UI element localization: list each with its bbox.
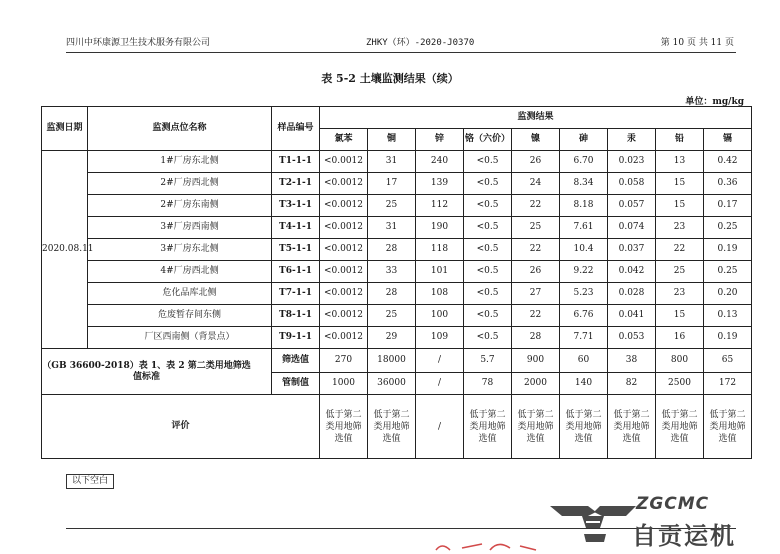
blank-below-note: 以下空白 bbox=[66, 474, 114, 489]
monitoring-point: 2#厂房东南侧 bbox=[88, 195, 272, 217]
col-results-header: 监测结果 bbox=[320, 107, 752, 129]
result-cell: <0.0012 bbox=[320, 327, 368, 349]
result-cell: 0.037 bbox=[608, 239, 656, 261]
table-row bbox=[42, 195, 752, 217]
result-cell: 6.70 bbox=[560, 151, 608, 173]
evaluation-value: 低于第二类用地筛选值 bbox=[704, 395, 752, 459]
result-cell: 6.76 bbox=[560, 305, 608, 327]
result-cell: <0.0012 bbox=[320, 195, 368, 217]
watermark-logo bbox=[548, 494, 758, 548]
result-cell: 0.058 bbox=[608, 173, 656, 195]
result-cell: 8.18 bbox=[560, 195, 608, 217]
table-row bbox=[42, 173, 752, 195]
monitoring-point: 3#厂房西南侧 bbox=[88, 217, 272, 239]
result-cell: <0.5 bbox=[464, 283, 512, 305]
result-cell: 0.057 bbox=[608, 195, 656, 217]
result-cell: 22 bbox=[512, 195, 560, 217]
result-cell: 0.074 bbox=[608, 217, 656, 239]
result-cell: 28 bbox=[368, 239, 416, 261]
result-cell: 17 bbox=[368, 173, 416, 195]
sample-id: T6-1-1 bbox=[272, 261, 320, 283]
result-cell: <0.5 bbox=[464, 151, 512, 173]
monitoring-date: 2020.08.11 bbox=[42, 151, 88, 349]
result-cell: 0.19 bbox=[704, 239, 752, 261]
monitoring-point: 3#厂房东北侧 bbox=[88, 239, 272, 261]
evaluation-label: 评价 bbox=[42, 395, 320, 459]
sample-id: T1-1-1 bbox=[272, 151, 320, 173]
analyte-header: 镉 bbox=[704, 129, 752, 151]
result-cell: 25 bbox=[512, 217, 560, 239]
control-value: 78 bbox=[464, 373, 512, 395]
screening-value: 5.7 bbox=[464, 349, 512, 373]
monitoring-point: 1#厂房东北侧 bbox=[88, 151, 272, 173]
control-value: 2500 bbox=[656, 373, 704, 395]
evaluation-value: 低于第二类用地筛选值 bbox=[464, 395, 512, 459]
result-cell: 26 bbox=[512, 151, 560, 173]
soil-results-table bbox=[41, 106, 752, 459]
result-cell: 0.17 bbox=[704, 195, 752, 217]
screening-value: 38 bbox=[608, 349, 656, 373]
result-cell: 13 bbox=[656, 151, 704, 173]
result-cell: 25 bbox=[368, 195, 416, 217]
sample-id: T7-1-1 bbox=[272, 283, 320, 305]
result-cell: 15 bbox=[656, 195, 704, 217]
evaluation-value: 低于第二类用地筛选值 bbox=[512, 395, 560, 459]
result-cell: 0.13 bbox=[704, 305, 752, 327]
sample-id: T8-1-1 bbox=[272, 305, 320, 327]
table-title: 表 5-2 土壤监测结果（续） bbox=[321, 72, 459, 85]
result-cell: <0.5 bbox=[464, 305, 512, 327]
result-cell: 240 bbox=[416, 151, 464, 173]
report-number: ZHKY（环）-2020-J0370 bbox=[366, 38, 475, 48]
evaluation-value: / bbox=[416, 395, 464, 459]
screening-value: 270 bbox=[320, 349, 368, 373]
logo-text-zh: 自贡运机 bbox=[632, 522, 736, 550]
screening-label: 筛选值 bbox=[272, 349, 320, 373]
monitoring-point: 2#厂房西北侧 bbox=[88, 173, 272, 195]
result-cell: 0.42 bbox=[704, 151, 752, 173]
result-cell: 16 bbox=[656, 327, 704, 349]
result-cell: <0.5 bbox=[464, 217, 512, 239]
evaluation-row bbox=[42, 395, 752, 459]
monitoring-point: 4#厂房西北侧 bbox=[88, 261, 272, 283]
result-cell: 0.20 bbox=[704, 283, 752, 305]
page-number: 第 10 页 共 11 页 bbox=[660, 38, 734, 48]
evaluation-value: 低于第二类用地筛选值 bbox=[560, 395, 608, 459]
monitoring-point: 危废暂存间东侧 bbox=[88, 305, 272, 327]
result-cell: <0.0012 bbox=[320, 217, 368, 239]
header-row bbox=[42, 107, 752, 129]
result-cell: 8.34 bbox=[560, 173, 608, 195]
result-cell: <0.0012 bbox=[320, 173, 368, 195]
result-cell: 108 bbox=[416, 283, 464, 305]
control-label: 管制值 bbox=[272, 373, 320, 395]
control-value: 36000 bbox=[368, 373, 416, 395]
result-cell: <0.5 bbox=[464, 195, 512, 217]
result-cell: 0.041 bbox=[608, 305, 656, 327]
result-cell: 7.71 bbox=[560, 327, 608, 349]
result-cell: 0.25 bbox=[704, 261, 752, 283]
result-cell: 100 bbox=[416, 305, 464, 327]
evaluation-value: 低于第二类用地筛选值 bbox=[608, 395, 656, 459]
result-cell: 139 bbox=[416, 173, 464, 195]
control-value: 140 bbox=[560, 373, 608, 395]
evaluation-value: 低于第二类用地筛选值 bbox=[656, 395, 704, 459]
result-cell: <0.5 bbox=[464, 173, 512, 195]
company-name: 四川中环康源卫生技术服务有限公司 bbox=[66, 38, 211, 48]
analyte-header: 镍 bbox=[512, 129, 560, 151]
result-cell: 25 bbox=[656, 261, 704, 283]
table-row bbox=[42, 283, 752, 305]
result-cell: 26 bbox=[512, 261, 560, 283]
standard-label: （GB 36600-2018）表 1、表 2 第二类用地筛选值标准 bbox=[42, 349, 272, 395]
result-cell: 23 bbox=[656, 283, 704, 305]
result-cell: <0.0012 bbox=[320, 283, 368, 305]
result-cell: <0.5 bbox=[464, 327, 512, 349]
result-cell: <0.0012 bbox=[320, 239, 368, 261]
result-cell: 33 bbox=[368, 261, 416, 283]
result-cell: <0.0012 bbox=[320, 305, 368, 327]
table-row bbox=[42, 151, 752, 173]
result-cell: <0.0012 bbox=[320, 261, 368, 283]
screening-value: 800 bbox=[656, 349, 704, 373]
control-value: 172 bbox=[704, 373, 752, 395]
result-cell: 0.042 bbox=[608, 261, 656, 283]
table-row bbox=[42, 217, 752, 239]
screening-value: 65 bbox=[704, 349, 752, 373]
result-cell: 5.23 bbox=[560, 283, 608, 305]
sample-id: T4-1-1 bbox=[272, 217, 320, 239]
result-cell: <0.0012 bbox=[320, 151, 368, 173]
control-value: 82 bbox=[608, 373, 656, 395]
monitoring-point: 厂区西南侧（背景点） bbox=[88, 327, 272, 349]
result-cell: 101 bbox=[416, 261, 464, 283]
result-cell: 15 bbox=[656, 305, 704, 327]
col-sample-header: 样品编号 bbox=[272, 107, 320, 151]
logo-text-en: ZGCMC bbox=[636, 494, 710, 514]
sample-id: T9-1-1 bbox=[272, 327, 320, 349]
result-cell: <0.5 bbox=[464, 239, 512, 261]
result-cell: 23 bbox=[656, 217, 704, 239]
screening-value: 900 bbox=[512, 349, 560, 373]
stamp-fragment bbox=[432, 538, 542, 554]
sample-id: T2-1-1 bbox=[272, 173, 320, 195]
page-header bbox=[66, 35, 734, 51]
result-cell: 190 bbox=[416, 217, 464, 239]
evaluation-value: 低于第二类用地筛选值 bbox=[320, 395, 368, 459]
unit-label: 单位：mg/kg bbox=[685, 97, 744, 107]
result-cell: 15 bbox=[656, 173, 704, 195]
screening-value: 60 bbox=[560, 349, 608, 373]
analyte-header: 砷 bbox=[560, 129, 608, 151]
table-row bbox=[42, 261, 752, 283]
screening-value: 18000 bbox=[368, 349, 416, 373]
control-value: / bbox=[416, 373, 464, 395]
result-cell: 28 bbox=[512, 327, 560, 349]
result-cell: 31 bbox=[368, 217, 416, 239]
analyte-header: 锌 bbox=[416, 129, 464, 151]
result-cell: 109 bbox=[416, 327, 464, 349]
result-cell: <0.5 bbox=[464, 261, 512, 283]
result-cell: 0.36 bbox=[704, 173, 752, 195]
result-cell: 28 bbox=[368, 283, 416, 305]
result-cell: 10.4 bbox=[560, 239, 608, 261]
result-cell: 0.023 bbox=[608, 151, 656, 173]
sample-id: T3-1-1 bbox=[272, 195, 320, 217]
monitoring-point: 危化品库北侧 bbox=[88, 283, 272, 305]
analyte-header: 铅 bbox=[656, 129, 704, 151]
result-cell: 0.19 bbox=[704, 327, 752, 349]
analyte-header: 氯苯 bbox=[320, 129, 368, 151]
result-cell: 0.028 bbox=[608, 283, 656, 305]
result-cell: 22 bbox=[512, 239, 560, 261]
result-cell: 118 bbox=[416, 239, 464, 261]
screening-value: / bbox=[416, 349, 464, 373]
screening-row bbox=[42, 349, 752, 373]
evaluation-value: 低于第二类用地筛选值 bbox=[368, 395, 416, 459]
result-cell: 0.25 bbox=[704, 217, 752, 239]
sample-id: T5-1-1 bbox=[272, 239, 320, 261]
result-cell: 22 bbox=[656, 239, 704, 261]
result-cell: 31 bbox=[368, 151, 416, 173]
col-date-header: 监测日期 bbox=[42, 107, 88, 151]
analyte-header: 铬（六价） bbox=[464, 129, 512, 151]
analyte-header: 铜 bbox=[368, 129, 416, 151]
control-value: 2000 bbox=[512, 373, 560, 395]
result-cell: 112 bbox=[416, 195, 464, 217]
header-rule bbox=[66, 52, 736, 53]
result-cell: 9.22 bbox=[560, 261, 608, 283]
analyte-header: 汞 bbox=[608, 129, 656, 151]
result-cell: 7.61 bbox=[560, 217, 608, 239]
result-cell: 0.053 bbox=[608, 327, 656, 349]
result-cell: 22 bbox=[512, 305, 560, 327]
result-cell: 25 bbox=[368, 305, 416, 327]
result-cell: 29 bbox=[368, 327, 416, 349]
result-cell: 24 bbox=[512, 173, 560, 195]
table-row bbox=[42, 327, 752, 349]
table-row bbox=[42, 239, 752, 261]
table-row bbox=[42, 305, 752, 327]
col-point-header: 监测点位名称 bbox=[88, 107, 272, 151]
zgcmc-logo-icon bbox=[548, 498, 638, 544]
result-cell: 27 bbox=[512, 283, 560, 305]
control-value: 1000 bbox=[320, 373, 368, 395]
